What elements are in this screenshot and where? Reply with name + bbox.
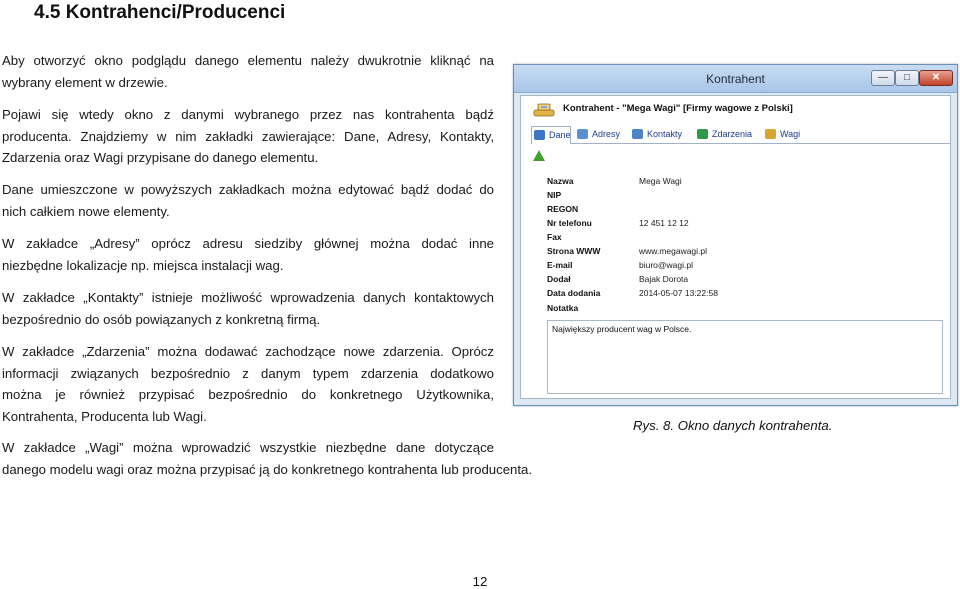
text-line: wybrany element w drzewie. (2, 74, 168, 90)
tab-bar (531, 126, 951, 144)
text-line: W zakładce „Wagi” można wprowadzić wszystkie niezbędne dane dotyczące (2, 440, 494, 455)
text-line: Zdarzenia oraz Wagi przypisane do danego elementu. (2, 150, 319, 165)
text-line: danego modelu wagi oraz można przypisać ją do konkretnego kontrahenta lub producenta. (2, 461, 533, 477)
field-value: biuro@wagi.pl (639, 260, 693, 270)
scale-icon (765, 129, 776, 139)
kontrahent-window (513, 64, 958, 406)
text-line: Aby otworzyć okno podglądu danego elementu należy dwukrotnie kliknąć na (2, 53, 494, 68)
tab-kontakty[interactable] (630, 126, 692, 143)
paragraph-5 (2, 287, 494, 330)
window-content (520, 95, 951, 399)
field-value: 12 451 12 12 (639, 218, 689, 228)
field-label: Dodał (547, 274, 571, 284)
tab-label: Kontakty (647, 129, 683, 139)
minimize-button[interactable]: — (871, 70, 895, 86)
window-titlebar (514, 65, 957, 93)
paragraph-6 (2, 341, 494, 427)
note-textarea[interactable]: Największy producent wag w Polsce. (547, 320, 943, 394)
data-icon (534, 130, 545, 140)
tab-wagi[interactable] (763, 126, 807, 143)
address-icon (577, 129, 588, 139)
page-number: 12 (472, 574, 488, 589)
text-line: W zakładce „Zdarzenia” można dodawać zachodzące nowe zdarzenia. Oprócz (2, 344, 494, 359)
figure-caption: Rys. 8. Okno danych kontrahenta. (633, 418, 833, 433)
paragraph-7 (2, 437, 602, 480)
paragraph-2 (2, 104, 494, 169)
tab-label: Dane (549, 130, 571, 140)
field-label: NIP (547, 190, 562, 200)
field-value: 2014-05-07 13:22:58 (639, 288, 718, 298)
text-line: W zakładce „Kontakty” istnieje możliwość wprowadzenia danych kontaktowych (2, 290, 494, 305)
close-button[interactable]: ✕ (919, 70, 953, 86)
field-value: Bajak Dorota (639, 274, 689, 284)
text-line: W zakładce „Adresy” oprócz adresu siedziby głównej można dodać inne (2, 236, 494, 251)
tab-label: Zdarzenia (712, 129, 753, 139)
text-line: Pojawi się wtedy okno z danymi wybranego przez nas kontrahenta bądź (2, 107, 494, 122)
tab-label: Wagi (780, 129, 801, 139)
maximize-button[interactable]: □ (895, 70, 919, 86)
text-line: bezpośrednio do osób powiązanych z konkretną firmą. (2, 311, 321, 327)
field-value: Mega Wagi (639, 176, 682, 186)
tab-zdarzenia[interactable] (695, 126, 759, 143)
contacts-icon (632, 129, 643, 139)
tab-dane[interactable] (531, 126, 571, 144)
text-line: producenta. Znajdziemy w nim zakładki zawierające: Dane, Adresy, Kontakty, (2, 128, 494, 144)
window-title: Kontrahent (706, 72, 765, 86)
field-value: www.megawagi.pl (639, 246, 708, 256)
field-label: Nr telefonu (547, 218, 592, 228)
text-line: Kontrahenta, Producenta lub Wagi. (2, 408, 207, 424)
field-label: Data dodania (547, 288, 601, 298)
paragraph-1 (2, 50, 494, 93)
paragraph-4 (2, 233, 494, 276)
text-line: informacji związanych bezpośrednio z danym typem zdarzenia dodatkowo (2, 365, 494, 381)
status-triangle-icon (533, 150, 545, 161)
field-label: Strona WWW (547, 246, 601, 256)
field-label: Fax (547, 232, 562, 242)
events-icon (697, 129, 708, 139)
field-label: Nazwa (547, 176, 574, 186)
window-header (521, 96, 950, 124)
scale-icon (533, 101, 555, 117)
tab-label: Adresy (592, 129, 621, 139)
text-line: niezbędne lokalizacje np. miejsca instalacji wag. (2, 257, 284, 273)
text-line: nich całkiem nowe elementy. (2, 203, 170, 219)
text-line: można je również przypisać bezpośrednio do konkretnego Użytkownika, (2, 387, 494, 402)
paragraph-3 (2, 179, 494, 222)
field-label: Notatka (547, 303, 579, 313)
window-header-text: Kontrahent - "Mega Wagi" [Firmy wagowe z Polski] (563, 103, 793, 114)
text-line: Dane umieszczone w powyższych zakładkach można edytować bądź dodać do (2, 182, 494, 197)
field-label: REGON (547, 204, 579, 214)
tab-adresy[interactable] (575, 126, 627, 143)
section-heading: 4.5 Kontrahenci/Producenci (34, 2, 286, 23)
field-label: E-mail (547, 260, 573, 270)
